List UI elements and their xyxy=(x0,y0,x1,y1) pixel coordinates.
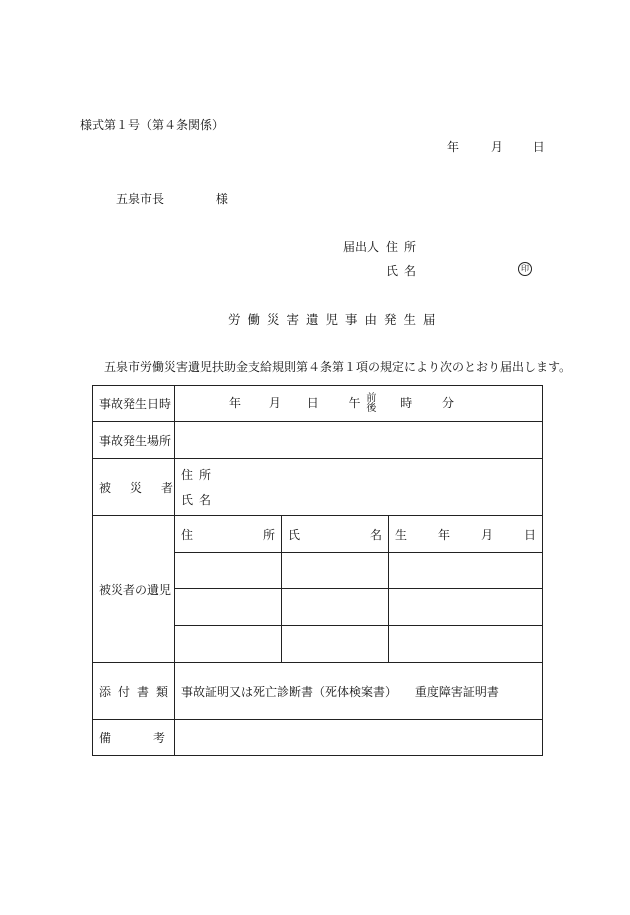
row-accident-datetime xyxy=(93,386,543,422)
report-table xyxy=(92,385,543,756)
orphan-name-cell[interactable] xyxy=(282,626,389,663)
row-victim xyxy=(93,459,543,516)
header-birth-month: 月 xyxy=(481,527,494,542)
dt-noon: 午 xyxy=(348,396,361,410)
seal-mark: 印 xyxy=(518,262,532,276)
filer-name-label: 氏名 xyxy=(386,264,423,278)
attachment-doc-2: 重度障害証明書 xyxy=(414,684,499,699)
remarks-label-chars: 備考 xyxy=(99,731,208,745)
header-name-a: 氏 xyxy=(288,527,301,542)
dt-month: 月 xyxy=(268,396,281,410)
orphan-header-address xyxy=(175,516,282,553)
orphan-name-cell[interactable] xyxy=(282,553,389,589)
filing-date xyxy=(447,138,545,155)
attachments-label-chars: 添付書類 xyxy=(99,684,176,699)
orphan-birth-cell[interactable] xyxy=(389,589,543,626)
filer-label: 届出人 xyxy=(343,240,380,254)
orphan-header-name xyxy=(282,516,389,553)
victim-field[interactable] xyxy=(175,459,543,516)
addressee xyxy=(116,190,228,207)
orphans-label: 被災者の遺児 xyxy=(93,516,175,663)
attachments-field[interactable] xyxy=(175,663,543,720)
orphan-address-cell[interactable] xyxy=(175,589,282,626)
orphan-birth-cell[interactable] xyxy=(389,553,543,589)
victim-address-label: 住所 xyxy=(181,468,218,482)
victim-name-label: 氏名 xyxy=(181,493,218,507)
header-address-b: 所 xyxy=(262,527,275,542)
row-attachments xyxy=(93,663,543,720)
remarks-label xyxy=(93,720,208,756)
dt-am: 前 xyxy=(366,392,377,404)
accident-place-label: 事故発生場所 xyxy=(93,422,175,459)
victim-label xyxy=(93,459,193,516)
row-orphans-header xyxy=(93,516,543,553)
attachment-doc-1: 事故証明又は死亡診断書（死体検案書） xyxy=(181,684,398,699)
header-name-b: 名 xyxy=(369,527,382,542)
dt-minute: 分 xyxy=(442,396,455,410)
orphan-birth-cell[interactable] xyxy=(389,626,543,663)
dt-pm: 後 xyxy=(366,402,377,414)
header-birth-a: 生 xyxy=(395,527,408,542)
orphan-address-cell[interactable] xyxy=(175,553,282,589)
dt-year: 年 xyxy=(229,396,242,410)
orphan-address-cell[interactable] xyxy=(175,626,282,663)
filer-address-label: 住所 xyxy=(386,240,423,254)
accident-datetime-label: 事故発生日時 xyxy=(93,386,175,422)
dt-day: 日 xyxy=(306,396,319,410)
attachments-label xyxy=(93,663,175,720)
accident-datetime-field[interactable] xyxy=(175,386,543,422)
header-birth-day: 日 xyxy=(524,527,537,542)
header-address-a: 住 xyxy=(181,527,194,542)
addressee-name: 五泉市長 xyxy=(116,192,165,206)
document-title: 労働災害遺児事由発生届 xyxy=(228,312,443,327)
dt-am-pm xyxy=(366,394,376,414)
date-month: 月 xyxy=(490,140,503,154)
victim-label-chars: 被災者 xyxy=(99,480,193,495)
intro-text: 五泉市労働災害遺児扶助金支給規則第４条第１項の規定により次のとおり届出します。 xyxy=(104,360,572,374)
victim-label-text xyxy=(99,479,193,496)
addressee-honorific: 様 xyxy=(215,192,228,206)
date-day: 日 xyxy=(532,140,545,154)
accident-place-field[interactable] xyxy=(175,422,543,459)
form-number: 様式第１号（第４条関係） xyxy=(80,118,225,132)
orphan-header-birth xyxy=(389,516,543,553)
row-remarks xyxy=(93,720,543,756)
remarks-field[interactable] xyxy=(175,720,543,756)
date-year: 年 xyxy=(447,140,460,154)
dt-hour: 時 xyxy=(400,396,413,410)
header-birth-year: 年 xyxy=(438,527,451,542)
row-accident-place xyxy=(93,422,543,459)
orphan-name-cell[interactable] xyxy=(282,589,389,626)
